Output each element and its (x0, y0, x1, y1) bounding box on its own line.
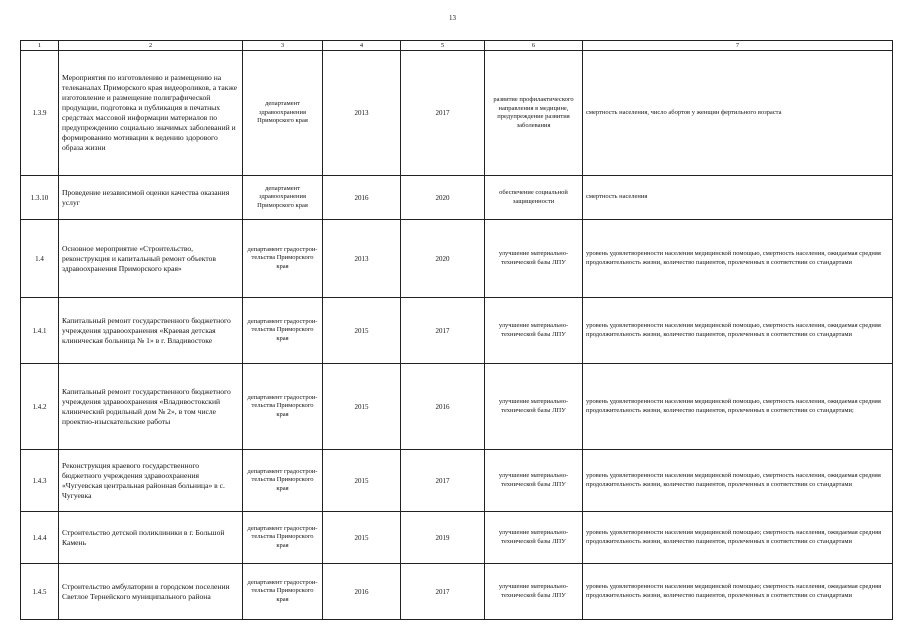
row-number: 1.4.4 (21, 512, 59, 564)
column-header: 4 (323, 41, 401, 51)
row-number: 1.4.1 (21, 298, 59, 364)
indicators: уровень удовлетворенности населения медицинской помощью, смертность населения, ожидаемая средняя продолжительность жизни, количество пациентов, пролеченных в соответствии со стандартами (583, 298, 893, 364)
expected-result: улучшение материально-технической базы ЛПУ (485, 364, 583, 450)
row-number: 1.4.5 (21, 564, 59, 620)
activity-title: Реконструкция краевого государственного бюджетного учреждения здравоохранения «Чугуевская центральная районная больница» в с. Чугуевка (59, 450, 243, 512)
end-year: 2017 (401, 450, 485, 512)
indicators: уровень удовлетворенности населения медицинской помощью; смертность населения, ожидаемая средняя продолжительность жизни, количество пациентов, пролеченных в соответствии со стандартами (583, 564, 893, 620)
table-row (21, 364, 893, 450)
executor: департамент здравоохранения Приморского края (243, 176, 323, 220)
start-year: 2013 (323, 220, 401, 298)
table-row (21, 450, 893, 512)
start-year: 2016 (323, 176, 401, 220)
indicators: смертность населения, число абортов у женщин фертильного возраста (583, 51, 893, 176)
activity-title: Капитальный ремонт государственного бюджетного учреждения здравоохранения «Владивостокский клинический родильный дом № 2», в том числе проектно-изыскательские работы (59, 364, 243, 450)
end-year: 2017 (401, 51, 485, 176)
activity-title: Строительство детской поликлиники в г. Большой Камень (59, 512, 243, 564)
table-row (21, 220, 893, 298)
table-row (21, 51, 893, 176)
indicators: смертность населения (583, 176, 893, 220)
activity-title: Проведение независимой оценки качества оказания услуг (59, 176, 243, 220)
executor: департамент градострои-тельства Приморского края (243, 220, 323, 298)
executor: департамент градострои-тельства Приморского края (243, 450, 323, 512)
executor: департамент градострои-тельства Приморского края (243, 298, 323, 364)
header-row (21, 41, 893, 51)
activity-title: Основное мероприятие «Строительство, реконструкция и капитальный ремонт объектов здравоохранения Приморского края» (59, 220, 243, 298)
expected-result: развитие профилактического направления в медицине, предупреждение развития заболевания (485, 51, 583, 176)
activity-title: Капитальный ремонт государственного бюджетного учреждения здравоохранения «Краевая детская клиническая больница № 1» в г. Владивостоке (59, 298, 243, 364)
start-year: 2015 (323, 364, 401, 450)
executor: департамент здравоохранения Приморского края (243, 51, 323, 176)
column-header: 6 (485, 41, 583, 51)
end-year: 2020 (401, 176, 485, 220)
expected-result: улучшение материально-технической базы ЛПУ (485, 450, 583, 512)
expected-result: улучшение материально-технической базы ЛПУ (485, 220, 583, 298)
expected-result: обеспечение социальной защищенности (485, 176, 583, 220)
column-header: 1 (21, 41, 59, 51)
executor: департамент градострои-тельства Приморского края (243, 364, 323, 450)
expected-result: улучшение материально-технической базы ЛПУ (485, 564, 583, 620)
indicators: уровень удовлетворенности населения медицинской помощью, смертность населения, ожидаемая средняя продолжительность жизни, количество пациентов, пролеченных в соответствии со стандартами (583, 220, 893, 298)
column-header: 7 (583, 41, 893, 51)
expected-result: улучшение материально-технической базы ЛПУ (485, 298, 583, 364)
start-year: 2015 (323, 512, 401, 564)
table-row (21, 298, 893, 364)
start-year: 2015 (323, 298, 401, 364)
table-row (21, 564, 893, 620)
row-number: 1.4.2 (21, 364, 59, 450)
activity-title: Мероприятия по изготовлению и размещению на телеканалах Приморского края видеороликов, а также изготовление и размещение полиграфической продукции, подготовка и публикация в печатных средствах массовой информации материалов по предупреждению социально значимых заболеваний и формированию мотивации к ведению здорового образа жизни (59, 51, 243, 176)
start-year: 2015 (323, 450, 401, 512)
start-year: 2013 (323, 51, 401, 176)
end-year: 2017 (401, 298, 485, 364)
end-year: 2020 (401, 220, 485, 298)
column-header: 5 (401, 41, 485, 51)
end-year: 2019 (401, 512, 485, 564)
end-year: 2017 (401, 564, 485, 620)
row-number: 1.3.10 (21, 176, 59, 220)
end-year: 2016 (401, 364, 485, 450)
row-number: 1.4 (21, 220, 59, 298)
activity-title: Строительство амбулатории в городском поселении Светлое Тернейского муниципального района (59, 564, 243, 620)
executor: департамент градострои-тельства Приморского края (243, 512, 323, 564)
activities-table (20, 40, 893, 620)
executor: департамент градострои-тельства Приморского края (243, 564, 323, 620)
expected-result: улучшение материально-технической базы ЛПУ (485, 512, 583, 564)
table-row (21, 176, 893, 220)
row-number: 1.3.9 (21, 51, 59, 176)
row-number: 1.4.3 (21, 450, 59, 512)
indicators: уровень удовлетворенности населения медицинской помощью, смертность населения, ожидаемая средняя продолжительность жизни, количество пациентов, пролеченных в соответствии со стандартами (583, 450, 893, 512)
table-row (21, 512, 893, 564)
column-header: 3 (243, 41, 323, 51)
start-year: 2016 (323, 564, 401, 620)
page-number: 13 (449, 14, 456, 22)
column-header: 2 (59, 41, 243, 51)
indicators: уровень удовлетворенности населения медицинской помощью, смертность населения, ожидаемая средняя продолжительность жизни, количество пациентов, пролеченных в соответствии со стандартами; (583, 364, 893, 450)
indicators: уровень удовлетворенности населения медицинской помощью; смертность населения, ожидаемая средняя продолжительность жизни, количество пациентов, пролеченных в соответствии со стандартами (583, 512, 893, 564)
